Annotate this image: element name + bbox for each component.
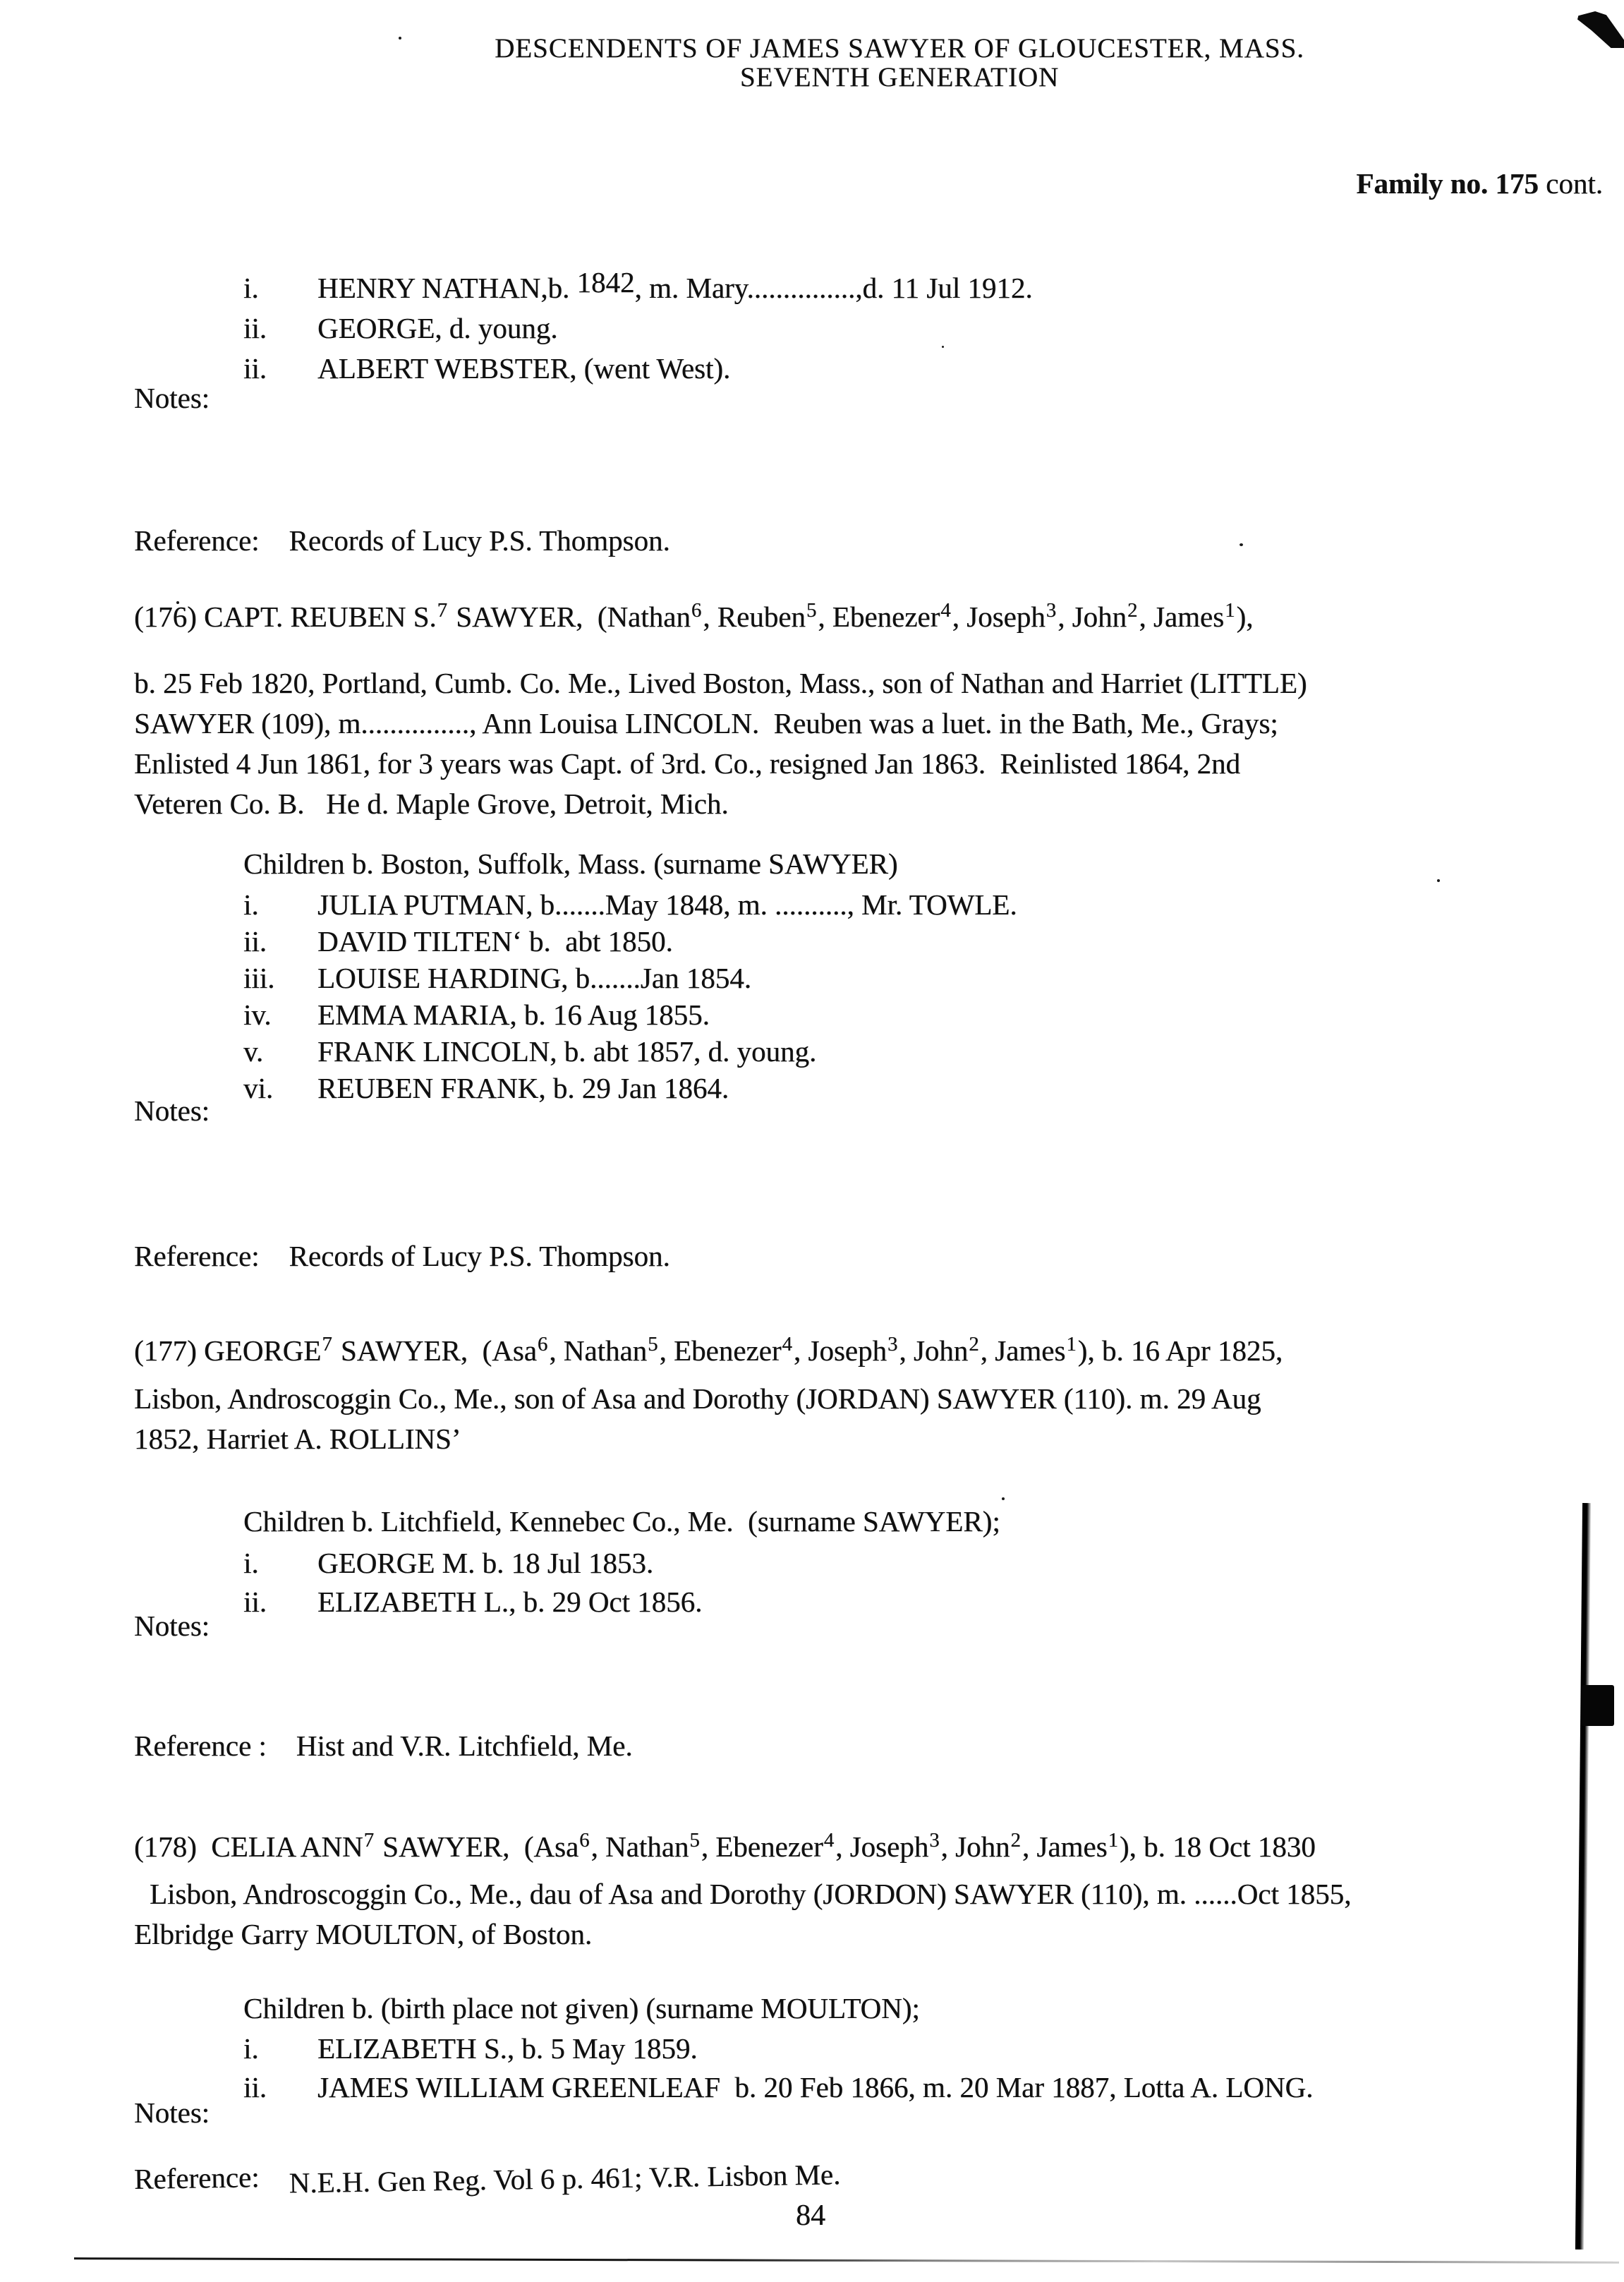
reference-label: Reference:: [134, 1240, 260, 1272]
reference-row: [134, 1239, 670, 1273]
scan-speck: [1002, 1497, 1005, 1500]
child-text: GEORGE M. b. 18 Jul 1853.: [317, 1547, 654, 1579]
scan-artifact-edge-streak: [1575, 1503, 1591, 2250]
children-list: [243, 2029, 1313, 2107]
children-heading: Children b. (birth place not given) (surname MOULTON);: [243, 1992, 920, 2024]
children-list: [243, 886, 1017, 1106]
reference-row: [134, 524, 670, 557]
child-text: ALBERT WEBSTER, (went West).: [317, 352, 731, 385]
scan-artifact-bottom-edge: [74, 2257, 1619, 2264]
child-row: [243, 308, 1033, 349]
roman-numeral: ii.: [243, 925, 267, 958]
children-list: [243, 265, 1033, 389]
child-text: FRANK LINCOLN, b. abt 1857, d. young.: [317, 1035, 817, 1068]
roman-numeral: i.: [243, 2032, 259, 2065]
roman-numeral: iv.: [243, 998, 272, 1031]
child-text: ELIZABETH L., b. 29 Oct 1856.: [317, 1586, 703, 1618]
children-heading: Children b. Litchfield, Kennebec Co., Me. (surname SAWYER);: [243, 1505, 1000, 1538]
document-title: DESCENDENTS OF JAMES SAWYER OF GLOUCESTER, MASS.: [495, 33, 1304, 64]
scan-speck: [1437, 879, 1440, 882]
child-text: DAVID TILTEN‘ b. abt 1850.: [317, 925, 673, 958]
notes-label: Notes:: [134, 1094, 210, 1127]
children-heading: Children b. Boston, Suffolk, Mass. (surname SAWYER): [243, 847, 898, 880]
notes-label: Notes:: [134, 1610, 210, 1642]
family-heading: (176) CAPT. REUBEN S.$^7$ SAWYER, (Nathan$^6$, Reuben$^5$, Ebenezer$^4$, Joseph$^3$, John$^2$, James$^1$),: [134, 599, 1254, 633]
roman-numeral: ii.: [243, 1586, 267, 1618]
child-row: [243, 960, 1017, 996]
paragraph-line: Lisbon, Androscoggin Co., Me., dau of Asa and Dorothy (JORDON) SAWYER (110), m. ......Oct 1855,: [150, 1878, 1352, 1910]
roman-numeral: iii.: [243, 962, 275, 994]
scan-artifact-edge-blob: [1582, 1685, 1614, 1726]
paragraph-line: b. 25 Feb 1820, Portland, Cumb. Co. Me., Lived Boston, Mass., son of Nathan and Harriet (LITTLE): [134, 667, 1307, 699]
child-text: ELIZABETH S., b. 5 May 1859.: [317, 2032, 698, 2065]
child-row: [243, 1070, 1017, 1106]
paragraph-line: Lisbon, Androscoggin Co., Me., son of Asa and Dorothy (JORDAN) SAWYER (110). m. 29 Aug: [134, 1382, 1261, 1415]
family-number-bold: Family no. 175: [1356, 167, 1546, 200]
child-text: JULIA PUTMAN, b.......May 1848, m. .........., Mr. TOWLE.: [317, 888, 1017, 921]
paragraph-line: Veteren Co. B. He d. Maple Grove, Detroit, Mich.: [134, 787, 729, 820]
roman-numeral: v.: [243, 1035, 264, 1068]
reference-text: Records of Lucy P.S. Thompson.: [289, 524, 670, 557]
paragraph-line: Elbridge Garry MOULTON, of Boston.: [134, 1918, 593, 1950]
paragraph-line: Enlisted 4 Jun 1861, for 3 years was Capt. of 3rd. Co., resigned Jan 1863. Reinlisted 1864, 2nd: [134, 747, 1241, 780]
family-paragraph: [134, 663, 1307, 824]
reference-text: N.E.H. Gen Reg. Vol 6 p. 461; V.R. Lisbon Me.: [289, 2158, 841, 2199]
child-row: [243, 349, 1033, 389]
child-row: [243, 2029, 1313, 2068]
children-list: [243, 1544, 702, 1622]
roman-numeral: ii.: [243, 2071, 267, 2103]
family-heading: (178) CELIA ANN$^7$ SAWYER, (Asa$^6$, Nathan$^5$, Ebenezer$^4$, Joseph$^3$, John$^2$, James$^1$), b. 18 Oct 1830: [134, 1829, 1316, 1863]
child-text: REUBEN FRANK, b. 29 Jan 1864.: [317, 1072, 729, 1104]
child-row: [243, 1583, 702, 1622]
child-row: [243, 923, 1017, 960]
family-paragraph: [134, 1874, 1351, 1955]
child-text: GEORGE, d. young.: [317, 312, 558, 344]
reference-row: [133, 2151, 841, 2199]
roman-numeral: ii.: [243, 312, 267, 344]
child-text: LOUISE HARDING, b.......Jan 1854.: [317, 962, 751, 994]
child-row: [243, 1544, 702, 1583]
page-number: 84: [796, 2199, 825, 2232]
child-text: JAMES WILLIAM GREENLEAF b. 20 Feb 1866, m. 20 Mar 1887, Lotta A. LONG.: [317, 2071, 1314, 2103]
reference-label: Reference:: [134, 524, 260, 557]
paragraph-line: SAWYER (109), m..............., Ann Louisa LINCOLN. Reuben was a luet. in the Bath, Me., Grays;: [134, 707, 1278, 739]
reference-label: Reference:: [133, 2161, 260, 2195]
child-row: [243, 265, 1033, 308]
family-number-cont: cont.: [1546, 167, 1603, 200]
reference-text: Records of Lucy P.S. Thompson.: [289, 1240, 670, 1272]
child-row: [243, 886, 1017, 923]
reference-label: Reference :: [134, 1729, 267, 1762]
scan-speck: [1240, 543, 1243, 546]
document-subtitle: SEVENTH GENERATION: [739, 62, 1060, 92]
reference-text: Hist and V.R. Litchfield, Me.: [296, 1729, 633, 1762]
family-number-label: [1356, 167, 1603, 200]
child-row: [243, 2068, 1313, 2107]
child-row: [243, 996, 1017, 1033]
family-heading: (177) GEORGE$^7$ SAWYER, (Asa$^6$, Nathan$^5$, Ebenezer$^4$, Joseph$^3$, John$^2$, James$^1$), b. 16 Apr 1825,: [134, 1333, 1283, 1367]
roman-numeral: i.: [243, 888, 259, 921]
notes-label: Notes:: [134, 2096, 210, 2129]
reference-row: [134, 1729, 633, 1763]
child-row: [243, 1033, 1017, 1070]
family-paragraph: [134, 1379, 1261, 1459]
notes-label: Notes:: [134, 382, 210, 414]
roman-numeral: ii.: [243, 352, 267, 385]
roman-numeral: vi.: [243, 1072, 274, 1104]
child-text: HENRY NATHAN,b. 1842, m. Mary...............,d. 11 Jul 1912.: [317, 265, 1033, 304]
roman-numeral: i.: [243, 272, 259, 304]
roman-numeral: i.: [243, 1547, 259, 1579]
child-text: EMMA MARIA, b. 16 Aug 1855.: [317, 998, 710, 1031]
paragraph-line: 1852, Harriet A. ROLLINS’: [134, 1423, 461, 1455]
